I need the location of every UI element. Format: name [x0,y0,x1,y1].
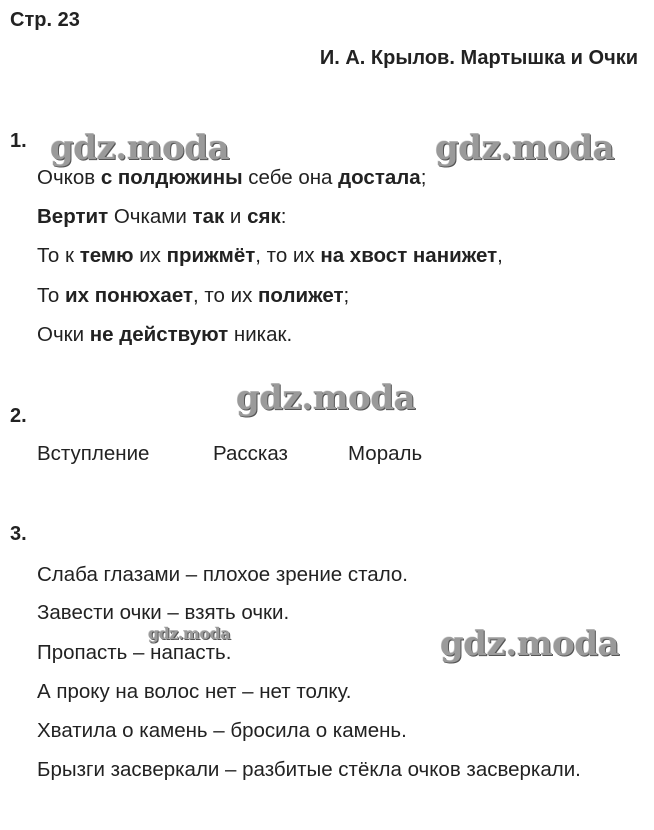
task1-bold-fragment: прижмёт [166,244,256,267]
task1-number: 1. [10,130,27,152]
watermark: gdz.moda [50,128,230,168]
task2-part-moral: Мораль [348,442,423,465]
task1-fragment: : [280,205,287,228]
task1-bold-fragment: достала [338,166,421,189]
task1-fragment: Очков [37,166,101,189]
task1-fragment: и [224,205,248,228]
task2-number: 2. [10,405,27,427]
task1-fragment: ; [420,166,427,189]
task1-fragment: , [497,244,503,267]
task1-line [37,284,349,308]
task1-bold-fragment: не действуют [89,323,229,346]
task1-bold-fragment: с полдюжины [100,166,243,189]
task1-bold-fragment: на хвост нанижет [320,244,498,267]
task1-line [37,205,286,229]
task3-line: А проку на волос нет – нет толку. [37,680,352,703]
task1-bold-fragment: Вертит [37,205,109,228]
watermark: gdz.moda [148,624,231,643]
task1-bold-fragment: их понюхает [65,284,193,307]
task1-fragment: , то их [193,284,259,307]
task1-line [37,323,292,347]
page-heading: И. А. Крылов. Мартышка и Очки [319,47,638,69]
task1-bold-fragment: сяк [247,205,281,228]
task1-fragment: То к [37,244,80,267]
task3-line: Хватила о камень – бросила о камень. [37,719,407,742]
task3-number: 3. [10,523,27,545]
task1-bold-fragment: полижет [258,284,344,307]
task3-line: Брызги засверкали – разбитые стёкла очков засверкали. [37,758,581,781]
task3-line: Пропасть – напасть. [37,641,232,664]
task3-line: Слаба глазами – плохое зрение стало. [37,563,408,586]
watermark: gdz.moda [236,378,416,418]
task1-line [37,166,426,190]
task2-part-story: Рассказ [213,442,288,465]
task3-line: Завести очки – взять очки. [37,601,290,624]
task1-fragment: То [37,284,66,307]
task1-fragment: , то их [255,244,321,267]
task1-fragment: никак. [228,323,293,346]
task1-fragment: Очки [37,323,90,346]
task1-bold-fragment: так [192,205,225,228]
task1-line [37,244,503,268]
task1-fragment: ; [343,284,350,307]
task1-fragment: Очками [108,205,193,228]
task1-fragment: их [133,244,167,267]
watermark: gdz.moda [435,128,615,168]
task1-fragment: себе она [242,166,339,189]
page-label: Стр. 23 [10,9,80,31]
watermark: gdz.moda [440,624,620,664]
task2-part-intro: Вступление [37,442,150,465]
task1-bold-fragment: темю [79,244,134,267]
